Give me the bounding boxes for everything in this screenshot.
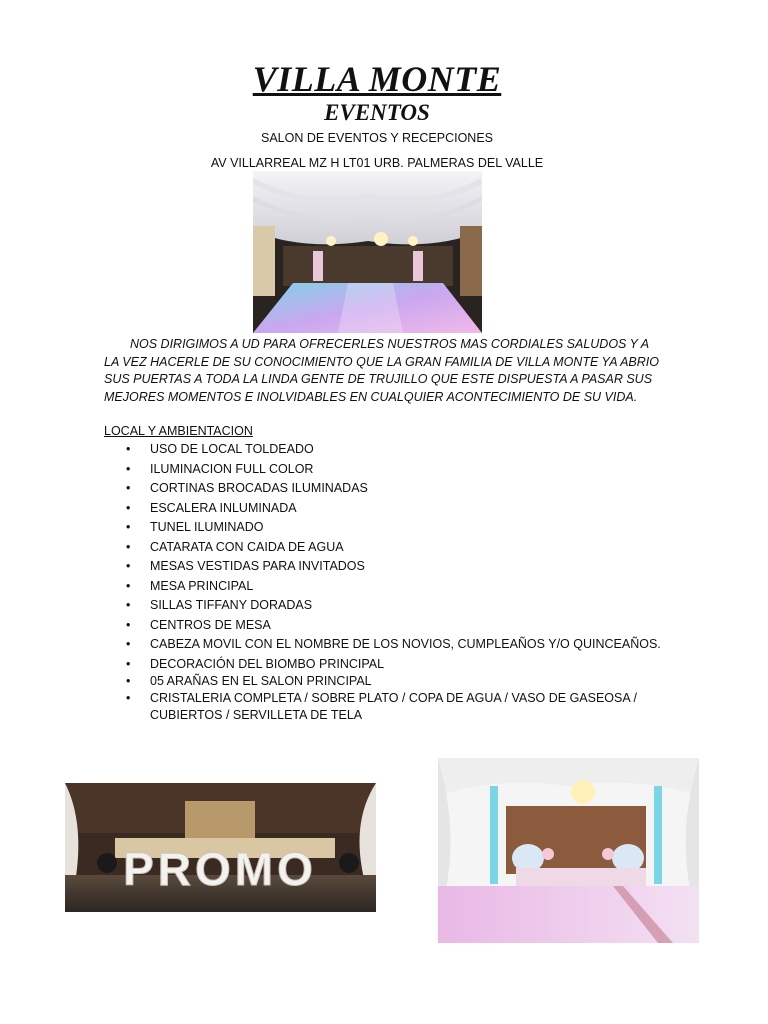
decorated-stage-photo: [438, 758, 699, 943]
list-item: • SILLAS TIFFANY DORADAS: [126, 598, 313, 612]
list-item: • CABEZA MOVIL CON EL NOMBRE DE LOS NOVIOS, CUMPLEAÑOS Y/O QUINCEAÑOS.: [126, 637, 661, 651]
list-item: • MESAS VESTIDAS PARA INVITADOS: [126, 559, 365, 573]
bullet-icon: •: [126, 637, 131, 651]
venue-tagline: SALON DE EVENTOS Y RECEPCIONES: [260, 131, 494, 145]
promo-sign-text: PROMO: [123, 843, 317, 895]
section-title: LOCAL Y AMBIENTACION: [104, 424, 253, 438]
bullet-icon: •: [126, 539, 131, 554]
list-item: • DECORACIÓN DEL BIOMBO PRINCIPAL: [126, 656, 385, 671]
list-item: • CENTROS DE MESA: [126, 617, 271, 632]
amenities-list: [126, 441, 686, 724]
bullet-icon: •: [126, 500, 131, 515]
bullet-icon: •: [126, 690, 131, 705]
list-item: • USO DE LOCAL TOLDEADO: [126, 442, 314, 456]
promo-sign-photo: [65, 783, 376, 912]
bullet-icon: •: [126, 520, 131, 534]
list-item: • CATARATA CON CAIDA DE AGUA: [126, 539, 344, 554]
list-item: • ILUMINACION FULL COLOR: [126, 461, 314, 476]
bullet-icon: •: [126, 442, 131, 456]
bullet-icon: •: [126, 656, 131, 671]
intro-paragraph: NOS DIRIGIMOS A UD PARA OFRECERLES NUESTROS MAS CORDIALES SALUDOS Y A LA VEZ HACERLE DE SU CONOCIMIENTO QUE LA GRAN FAMILIA DE VILLA MONTE YA ABRIO SUS PUERTAS A TODA LA LINDA GENTE DE TRUJILLO QUE ESTE DISPUESTA A PASAR SUS MEJORES MOMENTOS E INOLVIDABLES EN CUALQUIER ACONTECIMIENTO DE SU VIDA.: [104, 337, 659, 404]
bullet-icon: •: [126, 578, 131, 593]
venue-title: VILLA MONTE: [252, 59, 502, 99]
bullet-icon: •: [126, 598, 131, 612]
list-item: • CRISTALERIA COMPLETA / SOBRE PLATO / COPA DE AGUA / VASO DE GASEOSA / CUBIERTOS / SERVILLETA DE TELA: [126, 690, 637, 722]
list-item: • CORTINAS BROCADAS ILUMINADAS: [126, 481, 368, 495]
salon-interior-photo: [253, 171, 482, 333]
list-item: • MESA PRINCIPAL: [126, 578, 254, 593]
venue-address: AV VILLARREAL MZ H LT01 URB. PALMERAS DEL VALLE: [210, 156, 544, 170]
bullet-icon: •: [126, 559, 131, 573]
bullet-icon: •: [126, 481, 131, 495]
list-item: • ESCALERA INLUMINADA: [126, 500, 297, 515]
bullet-icon: •: [126, 673, 131, 688]
list-item: • TUNEL ILUMINADO: [126, 520, 264, 534]
venue-subtitle: EVENTOS: [324, 100, 430, 125]
list-item: • 05 ARAÑAS EN EL SALON PRINCIPAL: [126, 673, 372, 688]
bullet-icon: •: [126, 461, 131, 476]
bullet-icon: •: [126, 617, 131, 632]
